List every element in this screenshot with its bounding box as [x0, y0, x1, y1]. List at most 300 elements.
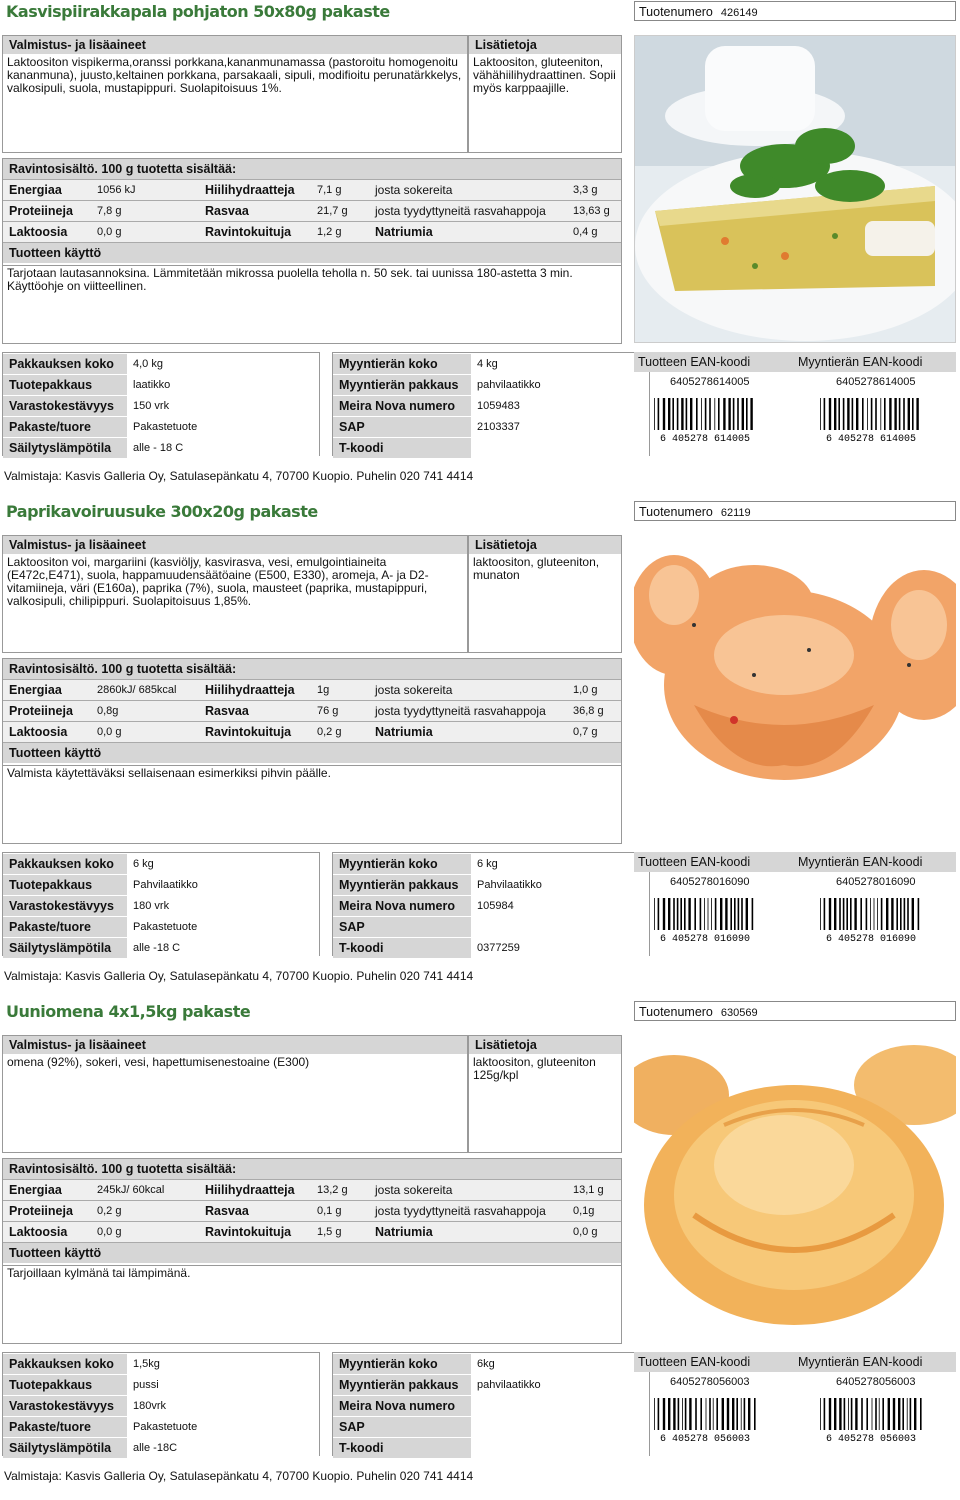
package-value: 6 kg — [477, 858, 498, 870]
barcode-bar — [900, 898, 902, 930]
nutrient-value: 0,2 g — [97, 1205, 122, 1217]
barcode-bar — [881, 898, 883, 930]
nutrient-label: Natriumia — [375, 725, 433, 739]
barcode-bar — [716, 1398, 718, 1430]
package-value: pahvilaatikko — [477, 1379, 541, 1391]
ean-header — [634, 1352, 956, 1372]
package-value: pussi — [133, 1379, 159, 1391]
barcode-bar — [829, 1398, 831, 1430]
nutrient-label: josta sokereita — [375, 1183, 453, 1197]
package-label: Pakkauksen koko — [3, 354, 127, 374]
barcode-bar — [700, 1398, 702, 1430]
nutrient-value: 7,8 g — [97, 205, 122, 217]
barcode-text: 6 405278 056003 — [825, 1434, 917, 1442]
package-value: 6kg — [477, 1358, 495, 1370]
package-row — [333, 437, 649, 458]
nutrition-row — [3, 221, 621, 242]
barcode-bar — [730, 898, 732, 930]
barcode-text: 6 405278 056003 — [659, 1434, 751, 1442]
barcode-bar — [829, 898, 831, 930]
barcode-sales — [816, 896, 926, 942]
ean-code-sales: 6405278016090 — [836, 876, 916, 888]
barcode-bar — [843, 398, 845, 430]
nutrition-table — [2, 158, 622, 266]
barcode-bar — [847, 398, 849, 430]
nutrient-value: 0,8g — [97, 705, 119, 717]
barcode-bar — [668, 398, 670, 430]
nutrient-label: josta tyydyttyneitä rasvahappoja — [375, 1204, 546, 1218]
nutrient-value: 0,4 g — [573, 226, 598, 238]
ingredients-box — [2, 35, 468, 153]
manufacturer-info: Valmistaja: Kasvis Galleria Oy, Satulasepänkatu 4, 70700 Kuopio. Puhelin 020 741 4414 — [4, 1469, 474, 1483]
product-number: 62119 — [720, 507, 751, 519]
barcode-bar — [738, 898, 740, 930]
package-label: Pakaste/tuore — [3, 1417, 127, 1437]
package-value: 2103337 — [477, 421, 520, 433]
package-label: Varastokestävyys — [3, 396, 127, 416]
barcode-bar — [668, 1398, 670, 1430]
product-sheet-1 — [0, 0, 960, 500]
package-label: Myyntierän pakkaus — [333, 375, 471, 395]
info-text: laktoositon, gluteeniton 125g/kpl — [473, 1055, 596, 1082]
usage-header: Tuotteen käyttö — [3, 1242, 621, 1263]
ingredients-box — [2, 535, 468, 653]
nutrition-header: Ravintosisältö. 100 g tuotetta sisältää: — [3, 159, 621, 179]
nutrient-label: Rasvaa — [205, 204, 249, 218]
package-value: 4 kg — [477, 358, 498, 370]
nutrient-label: Hiilihydraatteja — [205, 1183, 295, 1197]
nutrition-table — [2, 658, 622, 766]
package-label: Säilytyslämpötila — [3, 438, 127, 458]
info-header: Lisätietoja — [469, 536, 621, 554]
quiche-image — [635, 36, 956, 343]
product-number: 426149 — [720, 7, 758, 19]
barcode-bar — [654, 1398, 655, 1430]
ingredients-header: Valmistus- ja lisäaineet — [3, 36, 467, 54]
package-info-left — [2, 1352, 320, 1456]
barcode-bar — [700, 898, 702, 930]
barcode-bar — [820, 398, 821, 430]
ean-section — [634, 1352, 956, 1456]
nutrient-label: Natriumia — [375, 1225, 433, 1239]
barcode-bar — [875, 398, 877, 430]
barcode-bar — [912, 898, 914, 930]
package-label: Pakkauksen koko — [3, 854, 127, 874]
package-value: 6 kg — [133, 858, 154, 870]
barcode-bar — [750, 398, 752, 430]
package-value: 180vrk — [133, 1400, 167, 1412]
barcode-bar — [920, 1398, 922, 1430]
barcode-bar — [705, 398, 707, 430]
product-sheet-2 — [0, 500, 960, 1000]
barcode-bar — [899, 398, 901, 430]
barcode-bar — [732, 1398, 734, 1430]
package-row — [333, 1374, 649, 1395]
nutrition-row — [3, 1200, 621, 1221]
barcode-bar — [715, 898, 717, 930]
nutrient-value: 21,7 g — [317, 205, 348, 217]
barcode-bar — [684, 898, 686, 930]
barcode-product — [650, 1396, 760, 1442]
package-label: Myyntierän koko — [333, 1354, 471, 1374]
product-number: 630569 — [720, 1007, 758, 1019]
nutrient-value: 0,2 g — [317, 726, 342, 738]
package-row — [333, 1416, 649, 1437]
info-text: Laktoositon, gluteeniton, vähähiilihydraattinen. Sopii myös karppaajille. — [473, 55, 616, 95]
barcode-bar — [877, 898, 878, 930]
ean-section — [634, 852, 956, 956]
barcode-bar — [658, 898, 660, 930]
barcode-bar — [902, 1398, 904, 1430]
barcode-bar — [722, 1398, 724, 1430]
package-row — [3, 895, 319, 916]
nutrient-value: 0,0 g — [97, 1226, 122, 1238]
barcode-bar — [713, 1398, 714, 1430]
barcode-bar — [680, 898, 682, 930]
ean-values — [634, 872, 956, 892]
barcode-bar — [709, 1398, 711, 1430]
butter-rosette-image — [634, 535, 956, 843]
product-photo — [634, 535, 956, 843]
usage-box — [2, 264, 622, 344]
ean-header — [634, 352, 956, 372]
barcode-bar — [663, 1398, 665, 1430]
package-row — [3, 874, 319, 895]
nutrient-value: 3,3 g — [573, 184, 598, 196]
barcode-bar — [907, 898, 909, 930]
nutrient-label: Proteiineja — [9, 704, 73, 718]
nutrient-value: 0,0 g — [97, 726, 122, 738]
nutrient-label: josta tyydyttyneitä rasvahappoja — [375, 204, 546, 218]
barcode-bar — [673, 1398, 675, 1430]
barcode-bar — [690, 398, 692, 430]
nutrient-value: 76 g — [317, 705, 339, 717]
barcode-bar — [681, 398, 683, 430]
package-label: Säilytyslämpötila — [3, 1438, 127, 1458]
barcode-bar — [718, 398, 720, 430]
barcode-bar — [898, 1398, 900, 1430]
package-label: T-koodi — [333, 438, 471, 458]
product-photo — [634, 35, 956, 343]
package-row — [3, 353, 319, 374]
barcode-bar — [894, 398, 896, 430]
nutrient-value: 245kJ/ 60kcal — [97, 1184, 165, 1196]
nutrient-value: 0,0 g — [573, 1226, 598, 1238]
package-row — [3, 937, 319, 958]
barcode-bar — [688, 898, 690, 930]
barcode-bar — [754, 1398, 756, 1430]
ingredients-text: Laktoositon voi, margariini (kasviöljy, kasvirasva, vesi, emulgointiaineita (E472c,E471), suola, happamuudensäätöaine (E500, E330), aromeja, A- ja D2-vitamiineja, väri (E160a), paprika (7%), suola, mausteet (paprika, mustapippuri, valkosipuli, chilipippuri. Suolapitoisuus 1,85%. — [7, 555, 429, 608]
barcode-bar — [854, 898, 856, 930]
package-value: 1,5kg — [133, 1358, 160, 1370]
package-info-left — [2, 352, 320, 456]
barcode-bar — [882, 1398, 884, 1430]
info-box — [468, 1035, 622, 1153]
package-row — [3, 1437, 319, 1458]
barcode-bar — [820, 898, 821, 930]
barcode-text: 6 405278 016090 — [825, 934, 917, 942]
ean-code-product: 6405278614005 — [670, 376, 750, 388]
nutrient-label: Hiilihydraatteja — [205, 183, 295, 197]
barcode-bar — [908, 398, 910, 430]
nutrient-value: 0,1g — [573, 1205, 595, 1217]
nutrient-label: Energiaa — [9, 1183, 62, 1197]
nutrient-value: 0,0 g — [97, 226, 122, 238]
package-row — [333, 1395, 649, 1416]
package-label: Pakaste/tuore — [3, 917, 127, 937]
package-label: T-koodi — [333, 1438, 471, 1458]
ean-label-product: Tuotteen EAN-koodi — [638, 855, 751, 869]
package-info-right — [332, 352, 650, 456]
baked-apple-image — [634, 1035, 956, 1343]
barcode-bar — [714, 398, 715, 430]
barcode-bar — [884, 398, 886, 430]
nutrient-label: josta tyydyttyneitä rasvahappoja — [375, 704, 546, 718]
barcode-bar — [910, 1398, 912, 1430]
barcode-bar — [686, 398, 688, 430]
nutrition-row — [3, 700, 621, 721]
product-sheet-3 — [0, 1000, 960, 1500]
nutrition-row — [3, 679, 621, 700]
package-value: Pakastetuote — [133, 921, 198, 933]
nutrient-label: Proteiineja — [9, 204, 73, 218]
package-value: alle -18C — [133, 1442, 178, 1454]
manufacturer-info: Valmistaja: Kasvis Galleria Oy, Satulasepänkatu 4, 70700 Kuopio. Puhelin 020 741 4414 — [4, 469, 474, 483]
info-box — [468, 35, 622, 153]
barcode-bar — [668, 898, 670, 930]
package-value: alle -18 C — [133, 942, 181, 954]
package-label: Meira Nova numero — [333, 1396, 471, 1416]
barcode-bar — [725, 898, 727, 930]
package-row — [333, 395, 649, 416]
package-value: laatikko — [133, 379, 171, 391]
barcode-bar — [746, 898, 748, 930]
product-title: Paprikavoiruusuke 300x20g pakaste — [6, 502, 318, 521]
package-label: T-koodi — [333, 938, 471, 958]
package-row — [333, 895, 649, 916]
package-value: 150 vrk — [133, 400, 170, 412]
nutrient-label: Energiaa — [9, 683, 62, 697]
usage-header: Tuotteen käyttö — [3, 742, 621, 763]
nutrient-label: josta sokereita — [375, 683, 453, 697]
barcode-bar — [844, 1398, 846, 1430]
barcode-bar — [734, 898, 736, 930]
barcode-bar — [846, 898, 848, 930]
nutrition-row — [3, 1179, 621, 1200]
barcode-bar — [820, 1398, 821, 1430]
barcode-bar — [708, 898, 709, 930]
product-number-box — [634, 501, 956, 521]
nutrient-value: 2860kJ/ 685kcal — [97, 684, 177, 696]
barcode-product — [650, 396, 760, 442]
barcode-bar — [706, 1398, 707, 1430]
barcode-bar — [728, 398, 730, 430]
package-info-right — [332, 1352, 650, 1456]
ingredients-header: Valmistus- ja lisäaineet — [3, 536, 467, 554]
package-label: Myyntierän pakkaus — [333, 875, 471, 895]
package-row — [3, 1395, 319, 1416]
barcode-bar — [838, 398, 840, 430]
product-title: Kasvispiirakkapala pohjaton 50x80g pakaste — [6, 2, 390, 21]
barcode-bar — [848, 1398, 849, 1430]
barcode-bar — [866, 898, 868, 930]
nutrition-row — [3, 1221, 621, 1242]
barcode-bar — [889, 398, 891, 430]
barcode-bar — [720, 898, 722, 930]
barcode-bar — [871, 398, 873, 430]
barcode-bar — [874, 898, 875, 930]
barcode-bar — [658, 1398, 660, 1430]
barcode-bar — [888, 1398, 890, 1430]
package-label: Meira Nova numero — [333, 896, 471, 916]
barcode-bar — [834, 1398, 836, 1430]
barcode-bar — [678, 1398, 680, 1430]
nutrient-label: Ravintokuituja — [205, 1225, 292, 1239]
package-row — [333, 853, 649, 874]
ean-values — [634, 1372, 956, 1392]
barcode-bar — [695, 1398, 697, 1430]
package-label: Varastokestävyys — [3, 896, 127, 916]
barcode-bar — [891, 898, 893, 930]
barcode-sales — [816, 1396, 926, 1442]
ean-section — [634, 352, 956, 456]
ingredients-text: omena (92%), sokeri, vesi, hapettumisenestoaine (E300) — [7, 1055, 310, 1069]
package-label: Tuotepakkaus — [3, 875, 127, 895]
package-label: Myyntierän koko — [333, 354, 471, 374]
nutrient-value: 1g — [317, 684, 330, 696]
nutrient-label: Energiaa — [9, 183, 62, 197]
ean-label-product: Tuotteen EAN-koodi — [638, 355, 751, 369]
package-row — [3, 1374, 319, 1395]
package-value: Pahvilaatikko — [133, 879, 198, 891]
barcode-bar — [896, 898, 898, 930]
package-value: 105984 — [477, 900, 514, 912]
barcode-bar — [682, 1398, 683, 1430]
barcode-text: 6 405278 614005 — [659, 434, 751, 442]
package-info-right — [332, 852, 650, 956]
nutrition-table — [2, 1158, 622, 1266]
nutrient-label: Proteiineja — [9, 1204, 73, 1218]
barcode-text: 6 405278 614005 — [825, 434, 917, 442]
barcode-bar — [677, 398, 679, 430]
package-value: Pakastetuote — [133, 421, 198, 433]
barcode-bar — [737, 398, 739, 430]
barcode-bar — [744, 1398, 746, 1430]
package-label: SAP — [333, 1417, 471, 1437]
barcode-bar — [860, 898, 862, 930]
nutrient-label: josta sokereita — [375, 183, 453, 197]
barcode-bar — [663, 898, 665, 930]
ean-header — [634, 852, 956, 872]
package-row — [333, 1353, 649, 1374]
product-number-label: Tuotenumero — [639, 5, 713, 19]
package-value: 180 vrk — [133, 900, 170, 912]
info-header: Lisätietoja — [469, 1036, 621, 1054]
package-label: Meira Nova numero — [333, 396, 471, 416]
barcode-bar — [824, 398, 826, 430]
barcode-bar — [741, 898, 743, 930]
nutrient-value: 1,0 g — [573, 684, 598, 696]
package-label: Myyntierän koko — [333, 854, 471, 874]
nutrient-value: 13,2 g — [317, 1184, 348, 1196]
barcode-bar — [880, 398, 881, 430]
nutrient-label: Ravintokuituja — [205, 225, 292, 239]
info-header: Lisätietoja — [469, 36, 621, 54]
ean-code-product: 6405278016090 — [670, 876, 750, 888]
info-text: laktoositon, gluteeniton, munaton — [473, 555, 600, 582]
barcode-bar — [685, 1398, 687, 1430]
barcode-bar — [742, 398, 744, 430]
package-label: Tuotepakkaus — [3, 1375, 127, 1395]
barcode-bar — [875, 1398, 877, 1430]
usage-text: Valmista käytettäväksi sellaisenaan esimerkiksi pihvin päälle. — [7, 766, 331, 780]
nutrition-row — [3, 200, 621, 221]
product-title: Uuniomena 4x1,5kg pakaste — [6, 1002, 251, 1021]
package-row — [3, 395, 319, 416]
info-box — [468, 535, 622, 653]
barcode-bar — [870, 898, 871, 930]
barcode-sales — [816, 396, 926, 442]
ingredients-text: Laktoositon vispikerma,oranssi porkkana,kananmunamassa (pastoroitu homogenoitu kananmuna), juusto,keltainen porkkana, parsakaali, sipuli, modifioitu perunatärkkelys, valkosipuli, suola, mustapippuri. Suolapitoisuus 1%. — [7, 55, 462, 95]
barcode-bar — [879, 1398, 880, 1430]
package-label: Tuotepakkaus — [3, 375, 127, 395]
product-number-box — [634, 1001, 956, 1021]
package-info-left — [2, 852, 320, 956]
barcode-bar — [850, 898, 852, 930]
ingredients-header: Valmistus- ja lisäaineet — [3, 1036, 467, 1054]
barcode-bar — [839, 898, 841, 930]
nutrient-value: 1056 kJ — [97, 184, 136, 196]
nutrient-value: 0,7 g — [573, 726, 598, 738]
nutrient-label: Laktoosia — [9, 725, 68, 739]
barcode-bar — [866, 1398, 868, 1430]
barcode-bar — [723, 398, 725, 430]
nutrition-header: Ravintosisältö. 100 g tuotetta sisältää: — [3, 1159, 621, 1179]
barcode-bar — [672, 398, 674, 430]
package-value: alle - 18 C — [133, 442, 184, 454]
barcode-bar — [829, 398, 831, 430]
ean-values — [634, 372, 956, 392]
package-row — [3, 1416, 319, 1437]
barcode-bar — [736, 1398, 738, 1430]
nutrient-label: Laktoosia — [9, 225, 68, 239]
nutrient-value: 36,8 g — [573, 705, 604, 717]
barcode-bar — [654, 898, 655, 930]
package-value: pahvilaatikko — [477, 379, 541, 391]
nutrient-label: Ravintokuituja — [205, 725, 292, 739]
barcode-bar — [861, 1398, 863, 1430]
barcode-bar — [851, 1398, 853, 1430]
nutrient-value: 0,1 g — [317, 1205, 342, 1217]
product-number-label: Tuotenumero — [639, 505, 713, 519]
nutrient-value: 13,63 g — [573, 205, 610, 217]
package-label: Säilytyslämpötila — [3, 938, 127, 958]
nutrient-label: Hiilihydraatteja — [205, 683, 295, 697]
barcode-bar — [856, 398, 858, 430]
ean-label-sales: Myyntierän EAN-koodi — [798, 1355, 923, 1369]
ean-code-sales: 6405278614005 — [836, 376, 916, 388]
nutrient-label: Natriumia — [375, 225, 433, 239]
barcode-bar — [918, 898, 920, 930]
barcode-bar — [748, 1398, 750, 1430]
package-row — [333, 916, 649, 937]
barcode-bar — [907, 1398, 908, 1430]
barcode-bar — [872, 1398, 873, 1430]
barcode-bar — [834, 398, 836, 430]
barcode-bar — [893, 1398, 895, 1430]
nutrition-row — [3, 179, 621, 200]
package-row — [3, 437, 319, 458]
